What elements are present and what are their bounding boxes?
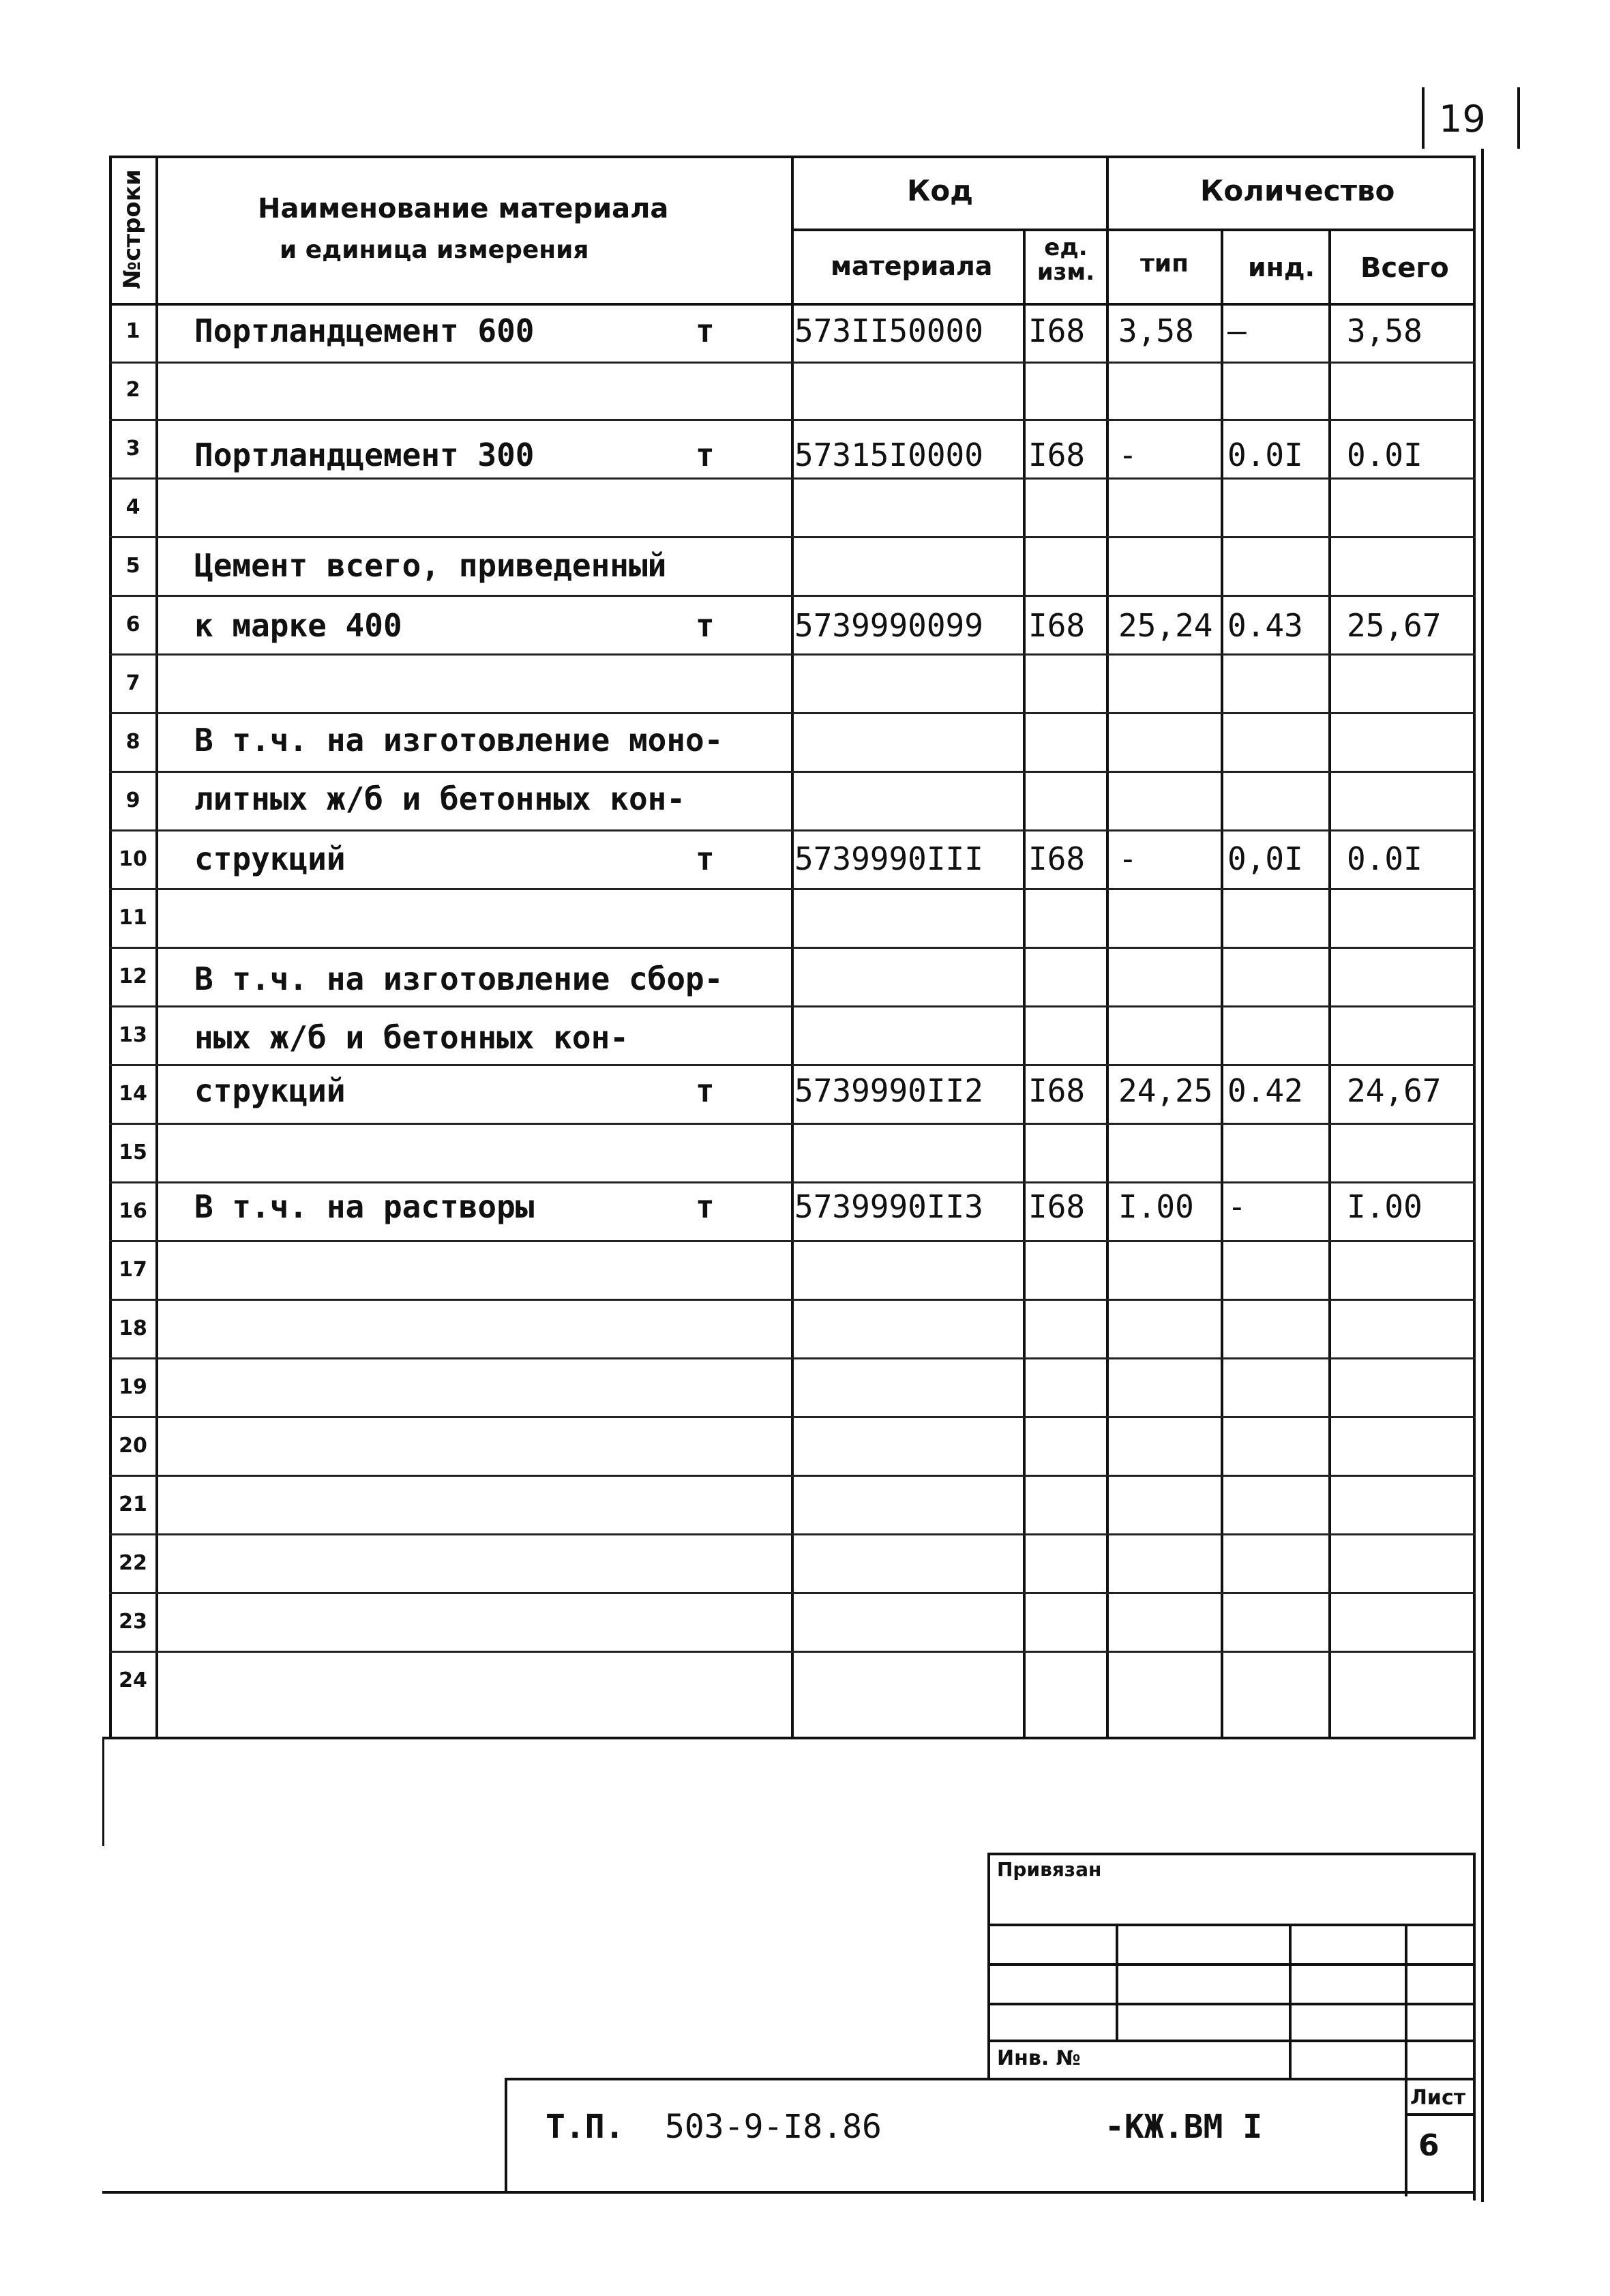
row-number: 7 bbox=[125, 671, 140, 695]
row-number: 12 bbox=[119, 965, 147, 988]
material-name: Портландцемент 300 bbox=[194, 437, 535, 473]
qty-ind: — bbox=[1227, 312, 1247, 349]
header-row-number: №строки bbox=[119, 169, 146, 289]
header-name-line1: Наименование материала bbox=[258, 193, 669, 224]
qty-ind: 0.42 bbox=[1227, 1072, 1303, 1109]
qty-type: 25,24 bbox=[1118, 607, 1213, 644]
row-number: 15 bbox=[119, 1140, 147, 1164]
linked-label: Привязан bbox=[997, 1858, 1102, 1881]
qty-type: - bbox=[1118, 437, 1137, 473]
material-name: В т.ч. на растворы bbox=[194, 1188, 535, 1225]
material-name: струкций bbox=[194, 1072, 346, 1109]
material-code: 5739990099 bbox=[794, 607, 983, 644]
qty-type: I.00 bbox=[1118, 1188, 1194, 1225]
qty-type: 3,58 bbox=[1118, 312, 1194, 349]
header-code-material: материала bbox=[831, 251, 993, 281]
material-name: струкций bbox=[194, 840, 346, 877]
unit: т bbox=[696, 312, 715, 349]
unit-code: I68 bbox=[1028, 607, 1086, 644]
material-name: к марке 400 bbox=[194, 607, 402, 644]
qty-ind: 0,0I bbox=[1227, 840, 1303, 877]
material-name: В т.ч. на изготовление сбор- bbox=[194, 960, 724, 997]
row-number: 16 bbox=[119, 1199, 147, 1223]
row-number: 4 bbox=[125, 495, 140, 519]
unit-code: I68 bbox=[1028, 840, 1086, 877]
row-number: 13 bbox=[119, 1023, 147, 1047]
row-number: 14 bbox=[119, 1082, 147, 1106]
qty-total: 0.0I bbox=[1347, 437, 1422, 473]
material-name: литных ж/б и бетонных кон- bbox=[194, 780, 686, 817]
row-number: 23 bbox=[119, 1610, 147, 1634]
header-quantity: Количество bbox=[1200, 174, 1395, 207]
header-qty-type: тип bbox=[1140, 250, 1189, 278]
qty-total: 3,58 bbox=[1347, 312, 1422, 349]
qty-type: 24,25 bbox=[1118, 1072, 1213, 1109]
row-number: 8 bbox=[125, 730, 140, 754]
qty-total: 24,67 bbox=[1347, 1072, 1442, 1109]
sheet-label: Лист bbox=[1410, 2086, 1466, 2110]
qty-total: 0.0I bbox=[1347, 840, 1422, 877]
row-number: 6 bbox=[125, 613, 140, 636]
qty-total: I.00 bbox=[1347, 1188, 1422, 1225]
row-number: 2 bbox=[125, 378, 140, 402]
doc-suffix: -КЖ.ВМ I bbox=[1105, 2108, 1263, 2146]
qty-type: - bbox=[1118, 840, 1137, 877]
unit: т bbox=[696, 1188, 715, 1225]
header-code: Код bbox=[907, 174, 974, 207]
material-code: 5739990II3 bbox=[794, 1188, 983, 1225]
unit: т bbox=[696, 607, 715, 644]
row-number: 9 bbox=[125, 789, 140, 812]
row-number: 21 bbox=[119, 1492, 147, 1516]
doc-code: 503-9-I8.86 bbox=[665, 2108, 882, 2146]
unit-code: I68 bbox=[1028, 1188, 1086, 1225]
page-number: 19 bbox=[1439, 98, 1486, 141]
unit-code: I68 bbox=[1028, 312, 1086, 349]
unit: т bbox=[696, 1072, 715, 1109]
header-name-line2: и единица измерения bbox=[280, 236, 589, 264]
row-number: 24 bbox=[119, 1668, 147, 1692]
sheet-number: 6 bbox=[1418, 2128, 1440, 2163]
header-qty-total: Всего bbox=[1360, 252, 1449, 284]
material-name: ных ж/б и бетонных кон- bbox=[194, 1019, 629, 1056]
qty-ind: - bbox=[1227, 1188, 1247, 1225]
row-number: 5 bbox=[125, 554, 140, 578]
row-number: 3 bbox=[125, 437, 140, 460]
row-number: 11 bbox=[119, 906, 147, 930]
doc-code-prefix: Т.П. bbox=[546, 2108, 625, 2146]
row-number: 18 bbox=[119, 1316, 147, 1340]
header-code-unit: ед. изм. bbox=[1037, 234, 1095, 286]
material-code: 5739990III bbox=[794, 840, 983, 877]
material-name: В т.ч. на изготовление моно- bbox=[194, 722, 724, 759]
material-name: Цемент всего, приведенный bbox=[194, 547, 667, 584]
row-number: 22 bbox=[119, 1551, 147, 1575]
row-number: 19 bbox=[119, 1375, 147, 1399]
unit: т bbox=[696, 840, 715, 877]
unit-code: I68 bbox=[1028, 1072, 1086, 1109]
row-number: 17 bbox=[119, 1258, 147, 1282]
qty-total: 25,67 bbox=[1347, 607, 1442, 644]
row-number: 20 bbox=[119, 1434, 147, 1458]
inv-no-label: Инв. № bbox=[997, 2046, 1081, 2070]
qty-ind: 0.43 bbox=[1227, 607, 1303, 644]
row-number: 1 bbox=[125, 319, 140, 343]
unit-code: I68 bbox=[1028, 437, 1086, 473]
material-code: 5739990II2 bbox=[794, 1072, 983, 1109]
material-name: Портландцемент 600 bbox=[194, 312, 535, 349]
header-qty-ind: инд. bbox=[1248, 252, 1315, 282]
qty-ind: 0.0I bbox=[1227, 437, 1303, 473]
material-code: 57315I0000 bbox=[794, 437, 983, 473]
row-number: 10 bbox=[119, 847, 147, 871]
material-code: 573II50000 bbox=[794, 312, 983, 349]
unit: т bbox=[696, 437, 715, 473]
